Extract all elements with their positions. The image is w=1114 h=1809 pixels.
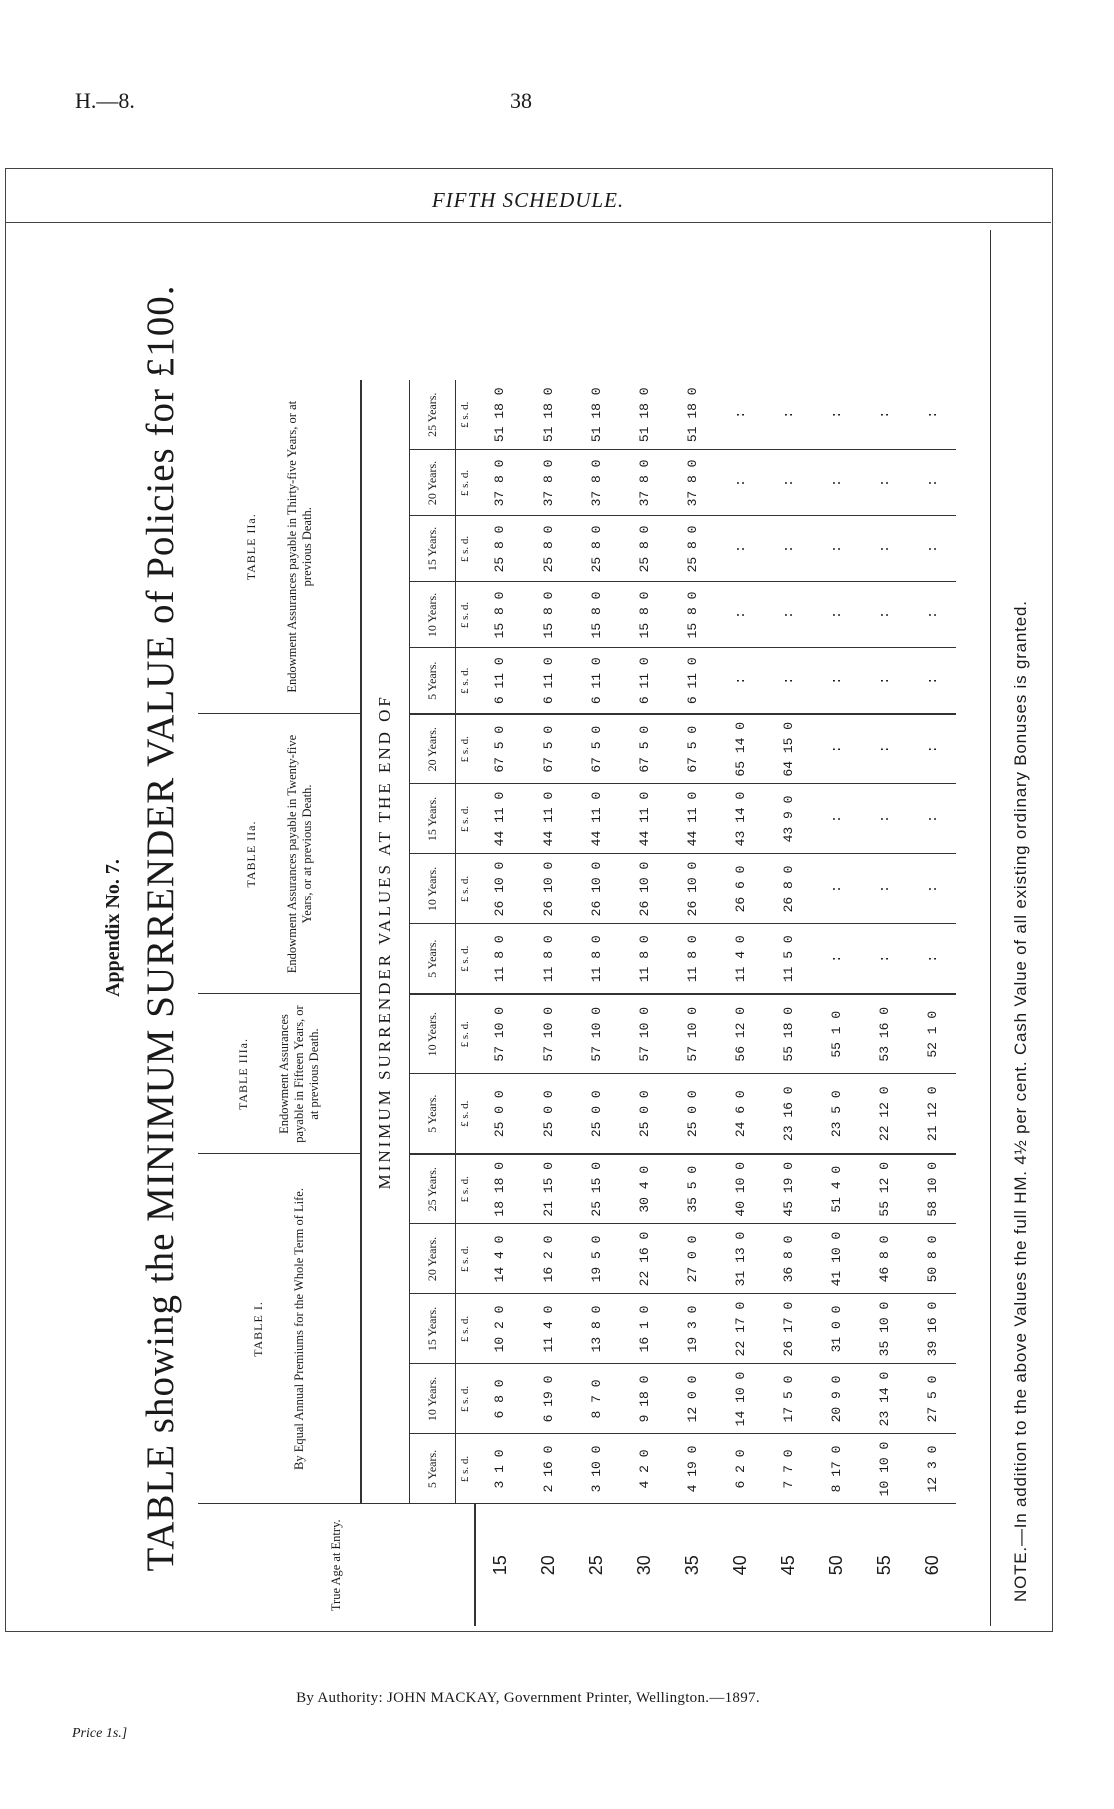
surrender-value-cell: 11 8 0 bbox=[668, 924, 716, 994]
surrender-value-cell: 53 16 0 bbox=[860, 994, 908, 1074]
table-group-name: TABLE IIa. bbox=[243, 820, 258, 888]
period-header: 10 Years. bbox=[409, 994, 455, 1074]
surrender-value-cell: 10 10 0 bbox=[860, 1434, 908, 1504]
surrender-value-cell: 44 11 0 bbox=[620, 784, 668, 854]
surrender-value-cell: 19 3 0 bbox=[668, 1294, 716, 1364]
surrender-value-cell: 44 11 0 bbox=[572, 784, 620, 854]
surrender-value-cell: 41 10 0 bbox=[812, 1224, 860, 1294]
surrender-value-cell: 27 5 0 bbox=[908, 1364, 956, 1434]
surrender-value-cell: 14 4 0 bbox=[475, 1224, 524, 1294]
surrender-value-cell: : bbox=[908, 516, 956, 582]
surrender-value-cell: 31 13 0 bbox=[716, 1224, 764, 1294]
period-header: 5 Years. bbox=[409, 924, 455, 994]
surrender-value-cell: 20 9 0 bbox=[812, 1364, 860, 1434]
surrender-value-cell: 67 5 0 bbox=[572, 714, 620, 784]
surrender-value-cell: 51 18 0 bbox=[668, 380, 716, 450]
surrender-value-cell: 35 5 0 bbox=[668, 1154, 716, 1224]
surrender-value-cell: 55 18 0 bbox=[764, 994, 812, 1074]
surrender-value-cell: 11 4 0 bbox=[524, 1294, 572, 1364]
surrender-value-cell: 56 12 0 bbox=[716, 994, 764, 1074]
table-group-description: Endowment Assurances payable in Fifteen Years, or at previous Death. bbox=[277, 1005, 321, 1143]
surrender-value-cell: 25 8 0 bbox=[524, 516, 572, 582]
appendix-label: Appendix No. 7. bbox=[102, 859, 124, 997]
surrender-value-cell: 26 10 0 bbox=[475, 854, 524, 924]
surrender-value-cell: 9 18 0 bbox=[620, 1364, 668, 1434]
surrender-value-cell: 3 1 0 bbox=[475, 1434, 524, 1504]
surrender-value-cell: 7 7 0 bbox=[764, 1434, 812, 1504]
money-units-label: £ s. d. bbox=[455, 1154, 475, 1224]
surrender-value-cell: 11 8 0 bbox=[475, 924, 524, 994]
surrender-value-cell: 26 8 0 bbox=[764, 854, 812, 924]
surrender-value-cell: : bbox=[812, 380, 860, 450]
entry-age: 45 bbox=[777, 1555, 798, 1576]
table-group-4 bbox=[198, 380, 361, 714]
period-header: 15 Years. bbox=[409, 1294, 455, 1364]
period-header: 25 Years. bbox=[409, 1154, 455, 1224]
surrender-value-cell: 6 11 0 bbox=[620, 648, 668, 714]
surrender-value-cell: 67 5 0 bbox=[620, 714, 668, 784]
surrender-value-cell: 3 10 0 bbox=[572, 1434, 620, 1504]
period-header: 15 Years. bbox=[409, 784, 455, 854]
table-row bbox=[475, 380, 524, 1626]
surrender-value-cell: 11 8 0 bbox=[620, 924, 668, 994]
schedule-title: FIFTH SCHEDULE. bbox=[431, 188, 625, 212]
surrender-value-cell: : bbox=[908, 784, 956, 854]
table-row bbox=[572, 380, 620, 1626]
surrender-value-cell: : bbox=[716, 582, 764, 648]
surrender-value-cell: 44 11 0 bbox=[668, 784, 716, 854]
surrender-value-cell: 51 18 0 bbox=[572, 380, 620, 450]
table-group-1 bbox=[198, 1154, 361, 1504]
entry-age: 30 bbox=[633, 1555, 654, 1576]
rotated-table-area bbox=[70, 230, 1050, 1626]
money-units-label: £ s. d. bbox=[455, 994, 475, 1074]
money-units-label: £ s. d. bbox=[455, 784, 475, 854]
surrender-value-cell: 39 16 0 bbox=[908, 1294, 956, 1364]
surrender-value-cell: 22 17 0 bbox=[716, 1294, 764, 1364]
surrender-value-cell: : bbox=[716, 516, 764, 582]
surrender-value-cell: 23 5 0 bbox=[812, 1074, 860, 1154]
table-group-name: TABLE I. bbox=[251, 1301, 265, 1357]
surrender-value-cell: 25 0 0 bbox=[668, 1074, 716, 1154]
surrender-value-cell: 26 10 0 bbox=[668, 854, 716, 924]
surrender-value-cell: 22 16 0 bbox=[620, 1224, 668, 1294]
surrender-value-cell: 37 8 0 bbox=[668, 450, 716, 516]
period-header: 5 Years. bbox=[409, 1434, 455, 1504]
surrender-value-cell: 22 12 0 bbox=[860, 1074, 908, 1154]
surrender-value-cell: : bbox=[764, 450, 812, 516]
surrender-value-cell: 18 18 0 bbox=[475, 1154, 524, 1224]
surrender-value-cell: : bbox=[812, 450, 860, 516]
surrender-value-cell: 15 8 0 bbox=[475, 582, 524, 648]
money-units-label: £ s. d. bbox=[455, 516, 475, 582]
surrender-value-cell: 27 0 0 bbox=[668, 1224, 716, 1294]
period-header: 20 Years. bbox=[409, 450, 455, 516]
surrender-value-cell: 26 10 0 bbox=[572, 854, 620, 924]
surrender-value-cell: 37 8 0 bbox=[475, 450, 524, 516]
surrender-value-cell: : bbox=[860, 714, 908, 784]
surrender-value-cell: 35 10 0 bbox=[860, 1294, 908, 1364]
surrender-value-cell: 6 11 0 bbox=[475, 648, 524, 714]
table-row bbox=[524, 380, 572, 1626]
table-row bbox=[812, 380, 860, 1626]
table-row bbox=[620, 380, 668, 1626]
surrender-value-cell: 6 11 0 bbox=[572, 648, 620, 714]
header-left: H.—8. bbox=[75, 88, 135, 113]
surrender-value-cell: : bbox=[908, 380, 956, 450]
table-body bbox=[198, 380, 956, 1626]
surrender-value-cell: 6 19 0 bbox=[524, 1364, 572, 1434]
surrender-value-cell: 57 10 0 bbox=[668, 994, 716, 1074]
surrender-value-cell: : bbox=[716, 450, 764, 516]
surrender-value-cell: : bbox=[812, 784, 860, 854]
period-header: 15 Years. bbox=[409, 516, 455, 582]
surrender-value-cell: : bbox=[812, 924, 860, 994]
period-header-row bbox=[409, 380, 455, 1626]
surrender-value-cell: : bbox=[908, 924, 956, 994]
surrender-value-cell: : bbox=[812, 516, 860, 582]
period-header: 5 Years. bbox=[409, 648, 455, 714]
surrender-value-cell: 11 8 0 bbox=[524, 924, 572, 994]
surrender-value-cell: 43 14 0 bbox=[716, 784, 764, 854]
bonus-note: NOTE.—In addition to the above Values the full HM. 4½ per cent. Cash Value of all existing ordinary Bonuses is granted. bbox=[990, 230, 1050, 1626]
entry-age: 15 bbox=[489, 1555, 510, 1576]
table-group-3 bbox=[198, 714, 361, 994]
surrender-value-cell: 57 10 0 bbox=[475, 994, 524, 1074]
surrender-value-cell: : bbox=[812, 582, 860, 648]
surrender-value-cell: 37 8 0 bbox=[620, 450, 668, 516]
surrender-value-cell: 37 8 0 bbox=[572, 450, 620, 516]
surrender-value-cell: : bbox=[860, 924, 908, 994]
surrender-value-cell: : bbox=[908, 714, 956, 784]
surrender-value-cell: 15 8 0 bbox=[668, 582, 716, 648]
table-title: TABLE showing the MINIMUM SURRENDER VALUE of Policies for £100. bbox=[139, 284, 182, 1572]
surrender-value-cell: 44 11 0 bbox=[475, 784, 524, 854]
table-row bbox=[716, 380, 764, 1626]
surrender-value-cell: 51 18 0 bbox=[620, 380, 668, 450]
surrender-value-cell: 15 8 0 bbox=[524, 582, 572, 648]
surrender-value-cell: : bbox=[764, 648, 812, 714]
surrender-value-cell: : bbox=[764, 582, 812, 648]
surrender-value-cell: 67 5 0 bbox=[475, 714, 524, 784]
entry-age: 25 bbox=[585, 1555, 606, 1576]
table-row bbox=[668, 380, 716, 1626]
surrender-value-cell: 12 3 0 bbox=[908, 1434, 956, 1504]
surrender-value-cell: : bbox=[764, 516, 812, 582]
money-units-label: £ s. d. bbox=[455, 1294, 475, 1364]
surrender-value-cell: 16 1 0 bbox=[620, 1294, 668, 1364]
surrender-value-cell: 25 8 0 bbox=[572, 516, 620, 582]
surrender-value-cell: 24 6 0 bbox=[716, 1074, 764, 1154]
surrender-value-cell: 25 0 0 bbox=[475, 1074, 524, 1154]
page-number: 38 bbox=[510, 88, 532, 113]
entry-age: 60 bbox=[921, 1555, 942, 1576]
surrender-value-cell: : bbox=[812, 714, 860, 784]
money-units-label: £ s. d. bbox=[455, 1224, 475, 1294]
surrender-value-cell: 14 10 0 bbox=[716, 1364, 764, 1434]
surrender-value-cell: 4 19 0 bbox=[668, 1434, 716, 1504]
period-header: 25 Years. bbox=[409, 380, 455, 450]
surrender-value-cell: 26 6 0 bbox=[716, 854, 764, 924]
surrender-value-cell: 55 12 0 bbox=[860, 1154, 908, 1224]
surrender-value-cell: 17 5 0 bbox=[764, 1364, 812, 1434]
period-header: 20 Years. bbox=[409, 1224, 455, 1294]
surrender-value-cell: 23 16 0 bbox=[764, 1074, 812, 1154]
surrender-value-cell: : bbox=[716, 380, 764, 450]
unit-header-row bbox=[455, 380, 475, 1626]
table-group-name: TABLE IIIa. bbox=[236, 1038, 250, 1111]
surrender-value-cell: : bbox=[860, 516, 908, 582]
period-header: 10 Years. bbox=[409, 582, 455, 648]
surrender-value-cell: 23 14 0 bbox=[860, 1364, 908, 1434]
surrender-value-cell: 37 8 0 bbox=[524, 450, 572, 516]
table-group-header-row bbox=[198, 380, 361, 1626]
money-units-label: £ s. d. bbox=[455, 714, 475, 784]
surrender-value-cell: 6 11 0 bbox=[524, 648, 572, 714]
surrender-value-cell: : bbox=[812, 854, 860, 924]
surrender-value-cell: 25 0 0 bbox=[524, 1074, 572, 1154]
table-group-description: Endowment Assurances payable in Thirty-five Years, or at previous Death. bbox=[284, 400, 314, 693]
surrender-value-cell: 26 10 0 bbox=[524, 854, 572, 924]
money-units-label: £ s. d. bbox=[455, 1074, 475, 1154]
table-group-description: Endowment Assurances payable in Twenty-five Years, or at previous Death. bbox=[284, 734, 314, 974]
surrender-value-cell: : bbox=[860, 784, 908, 854]
surrender-value-cell: : bbox=[812, 648, 860, 714]
surrender-value-cell: 43 9 0 bbox=[764, 784, 812, 854]
surrender-value-cell: 57 10 0 bbox=[524, 994, 572, 1074]
table-row bbox=[908, 380, 956, 1626]
surrender-value-cell: 51 4 0 bbox=[812, 1154, 860, 1224]
money-units-label: £ s. d. bbox=[455, 450, 475, 516]
surrender-value-cell: 6 8 0 bbox=[475, 1364, 524, 1434]
money-units-label: £ s. d. bbox=[455, 648, 475, 714]
surrender-value-cell: 15 8 0 bbox=[620, 582, 668, 648]
surrender-value-cell: 30 4 0 bbox=[620, 1154, 668, 1224]
surrender-value-cell: : bbox=[764, 380, 812, 450]
surrender-value-cell: 31 0 0 bbox=[812, 1294, 860, 1364]
entry-age: 35 bbox=[681, 1555, 702, 1576]
surrender-value-cell: 11 8 0 bbox=[572, 924, 620, 994]
surrender-value-cell: 4 2 0 bbox=[620, 1434, 668, 1504]
money-units-label: £ s. d. bbox=[455, 1364, 475, 1434]
period-header: 10 Years. bbox=[409, 854, 455, 924]
surrender-value-cell: 15 8 0 bbox=[572, 582, 620, 648]
money-units-label: £ s. d. bbox=[455, 1434, 475, 1504]
period-header: 20 Years. bbox=[409, 714, 455, 784]
entry-age: 20 bbox=[537, 1555, 558, 1576]
surrender-value-cell: 50 8 0 bbox=[908, 1224, 956, 1294]
surrender-value-cell: 19 5 0 bbox=[572, 1224, 620, 1294]
surrender-value-cell: 11 5 0 bbox=[764, 924, 812, 994]
age-header: True Age at Entry. bbox=[198, 1504, 475, 1626]
surrender-value-cell: 44 11 0 bbox=[524, 784, 572, 854]
surrender-value-cell: 65 14 0 bbox=[716, 714, 764, 784]
surrender-value-cell: 51 18 0 bbox=[524, 380, 572, 450]
surrender-value-cell: 25 0 0 bbox=[572, 1074, 620, 1154]
surrender-value-cell: : bbox=[716, 648, 764, 714]
money-units-label: £ s. d. bbox=[455, 854, 475, 924]
table-group-name: TABLE IIa. bbox=[243, 513, 258, 581]
surrender-value-cell: 52 1 0 bbox=[908, 994, 956, 1074]
surrender-value-cell: 8 17 0 bbox=[812, 1434, 860, 1504]
surrender-value-cell: 25 0 0 bbox=[620, 1074, 668, 1154]
surrender-value-cell: 46 8 0 bbox=[860, 1224, 908, 1294]
money-units-label: £ s. d. bbox=[455, 380, 475, 450]
surrender-value-cell: 13 8 0 bbox=[572, 1294, 620, 1364]
surrender-value-cell: : bbox=[908, 450, 956, 516]
surrender-value-cell: 26 17 0 bbox=[764, 1294, 812, 1364]
money-units-label: £ s. d. bbox=[455, 924, 475, 994]
surrender-value-cell: 26 10 0 bbox=[620, 854, 668, 924]
surrender-value-cell: 55 1 0 bbox=[812, 994, 860, 1074]
surrender-value-cell: 67 5 0 bbox=[524, 714, 572, 784]
printer-authority: By Authority: JOHN MACKAY, Government Printer, Wellington.—1897. bbox=[296, 1690, 760, 1706]
surrender-value-cell: : bbox=[860, 648, 908, 714]
money-units-label: £ s. d. bbox=[455, 582, 475, 648]
table-group-description: By Equal Annual Premiums for the Whole Term of Life. bbox=[292, 1188, 306, 1470]
surrender-value-cell: 36 8 0 bbox=[764, 1224, 812, 1294]
surrender-value-cell: : bbox=[908, 582, 956, 648]
surrender-value-cell: : bbox=[908, 648, 956, 714]
surrender-value-cell: 16 2 0 bbox=[524, 1224, 572, 1294]
surrender-value-cell: 58 10 0 bbox=[908, 1154, 956, 1224]
surrender-value-cell: 25 15 0 bbox=[572, 1154, 620, 1224]
surrender-value-cell: 12 0 0 bbox=[668, 1364, 716, 1434]
surrender-value-cell: 8 7 0 bbox=[572, 1364, 620, 1434]
surrender-value-cell: 25 8 0 bbox=[620, 516, 668, 582]
surrender-value-cell: : bbox=[860, 380, 908, 450]
period-header: 5 Years. bbox=[409, 1074, 455, 1154]
surrender-value-cell: : bbox=[908, 854, 956, 924]
surrender-value-cell: 45 19 0 bbox=[764, 1154, 812, 1224]
surrender-value-cell: 10 2 0 bbox=[475, 1294, 524, 1364]
period-header: 10 Years. bbox=[409, 1364, 455, 1434]
surrender-value-cell: 64 15 0 bbox=[764, 714, 812, 784]
surrender-value-cell: 21 12 0 bbox=[908, 1074, 956, 1154]
surrender-value-cell: 25 8 0 bbox=[668, 516, 716, 582]
surrender-value-cell: 57 10 0 bbox=[572, 994, 620, 1074]
surrender-value-cell: 6 2 0 bbox=[716, 1434, 764, 1504]
values-banner-row bbox=[361, 380, 409, 1626]
table-group-2 bbox=[198, 994, 361, 1154]
schedule-rule bbox=[5, 222, 1051, 223]
surrender-value-cell: 21 15 0 bbox=[524, 1154, 572, 1224]
surrender-value-cell: 6 11 0 bbox=[668, 648, 716, 714]
price-label: Price 1s.] bbox=[72, 1726, 128, 1741]
entry-age: 50 bbox=[825, 1555, 846, 1576]
values-banner: MINIMUM SURRENDER VALUES AT THE END OF bbox=[361, 380, 409, 1504]
surrender-value-cell: : bbox=[860, 450, 908, 516]
surrender-value-cell: 25 8 0 bbox=[475, 516, 524, 582]
table-row bbox=[764, 380, 812, 1626]
surrender-value-cell: 2 16 0 bbox=[524, 1434, 572, 1504]
rotated-page-content bbox=[70, 230, 1050, 1626]
table-row bbox=[860, 380, 908, 1626]
surrender-value-cell: : bbox=[860, 854, 908, 924]
surrender-value-cell: 51 18 0 bbox=[475, 380, 524, 450]
surrender-value-cell: : bbox=[860, 582, 908, 648]
entry-age: 55 bbox=[873, 1555, 894, 1576]
surrender-value-cell: 11 4 0 bbox=[716, 924, 764, 994]
entry-age: 40 bbox=[729, 1555, 750, 1576]
surrender-value-table bbox=[198, 380, 956, 1626]
surrender-value-cell: 67 5 0 bbox=[668, 714, 716, 784]
surrender-value-cell: 40 10 0 bbox=[716, 1154, 764, 1224]
surrender-value-cell: 57 10 0 bbox=[620, 994, 668, 1074]
